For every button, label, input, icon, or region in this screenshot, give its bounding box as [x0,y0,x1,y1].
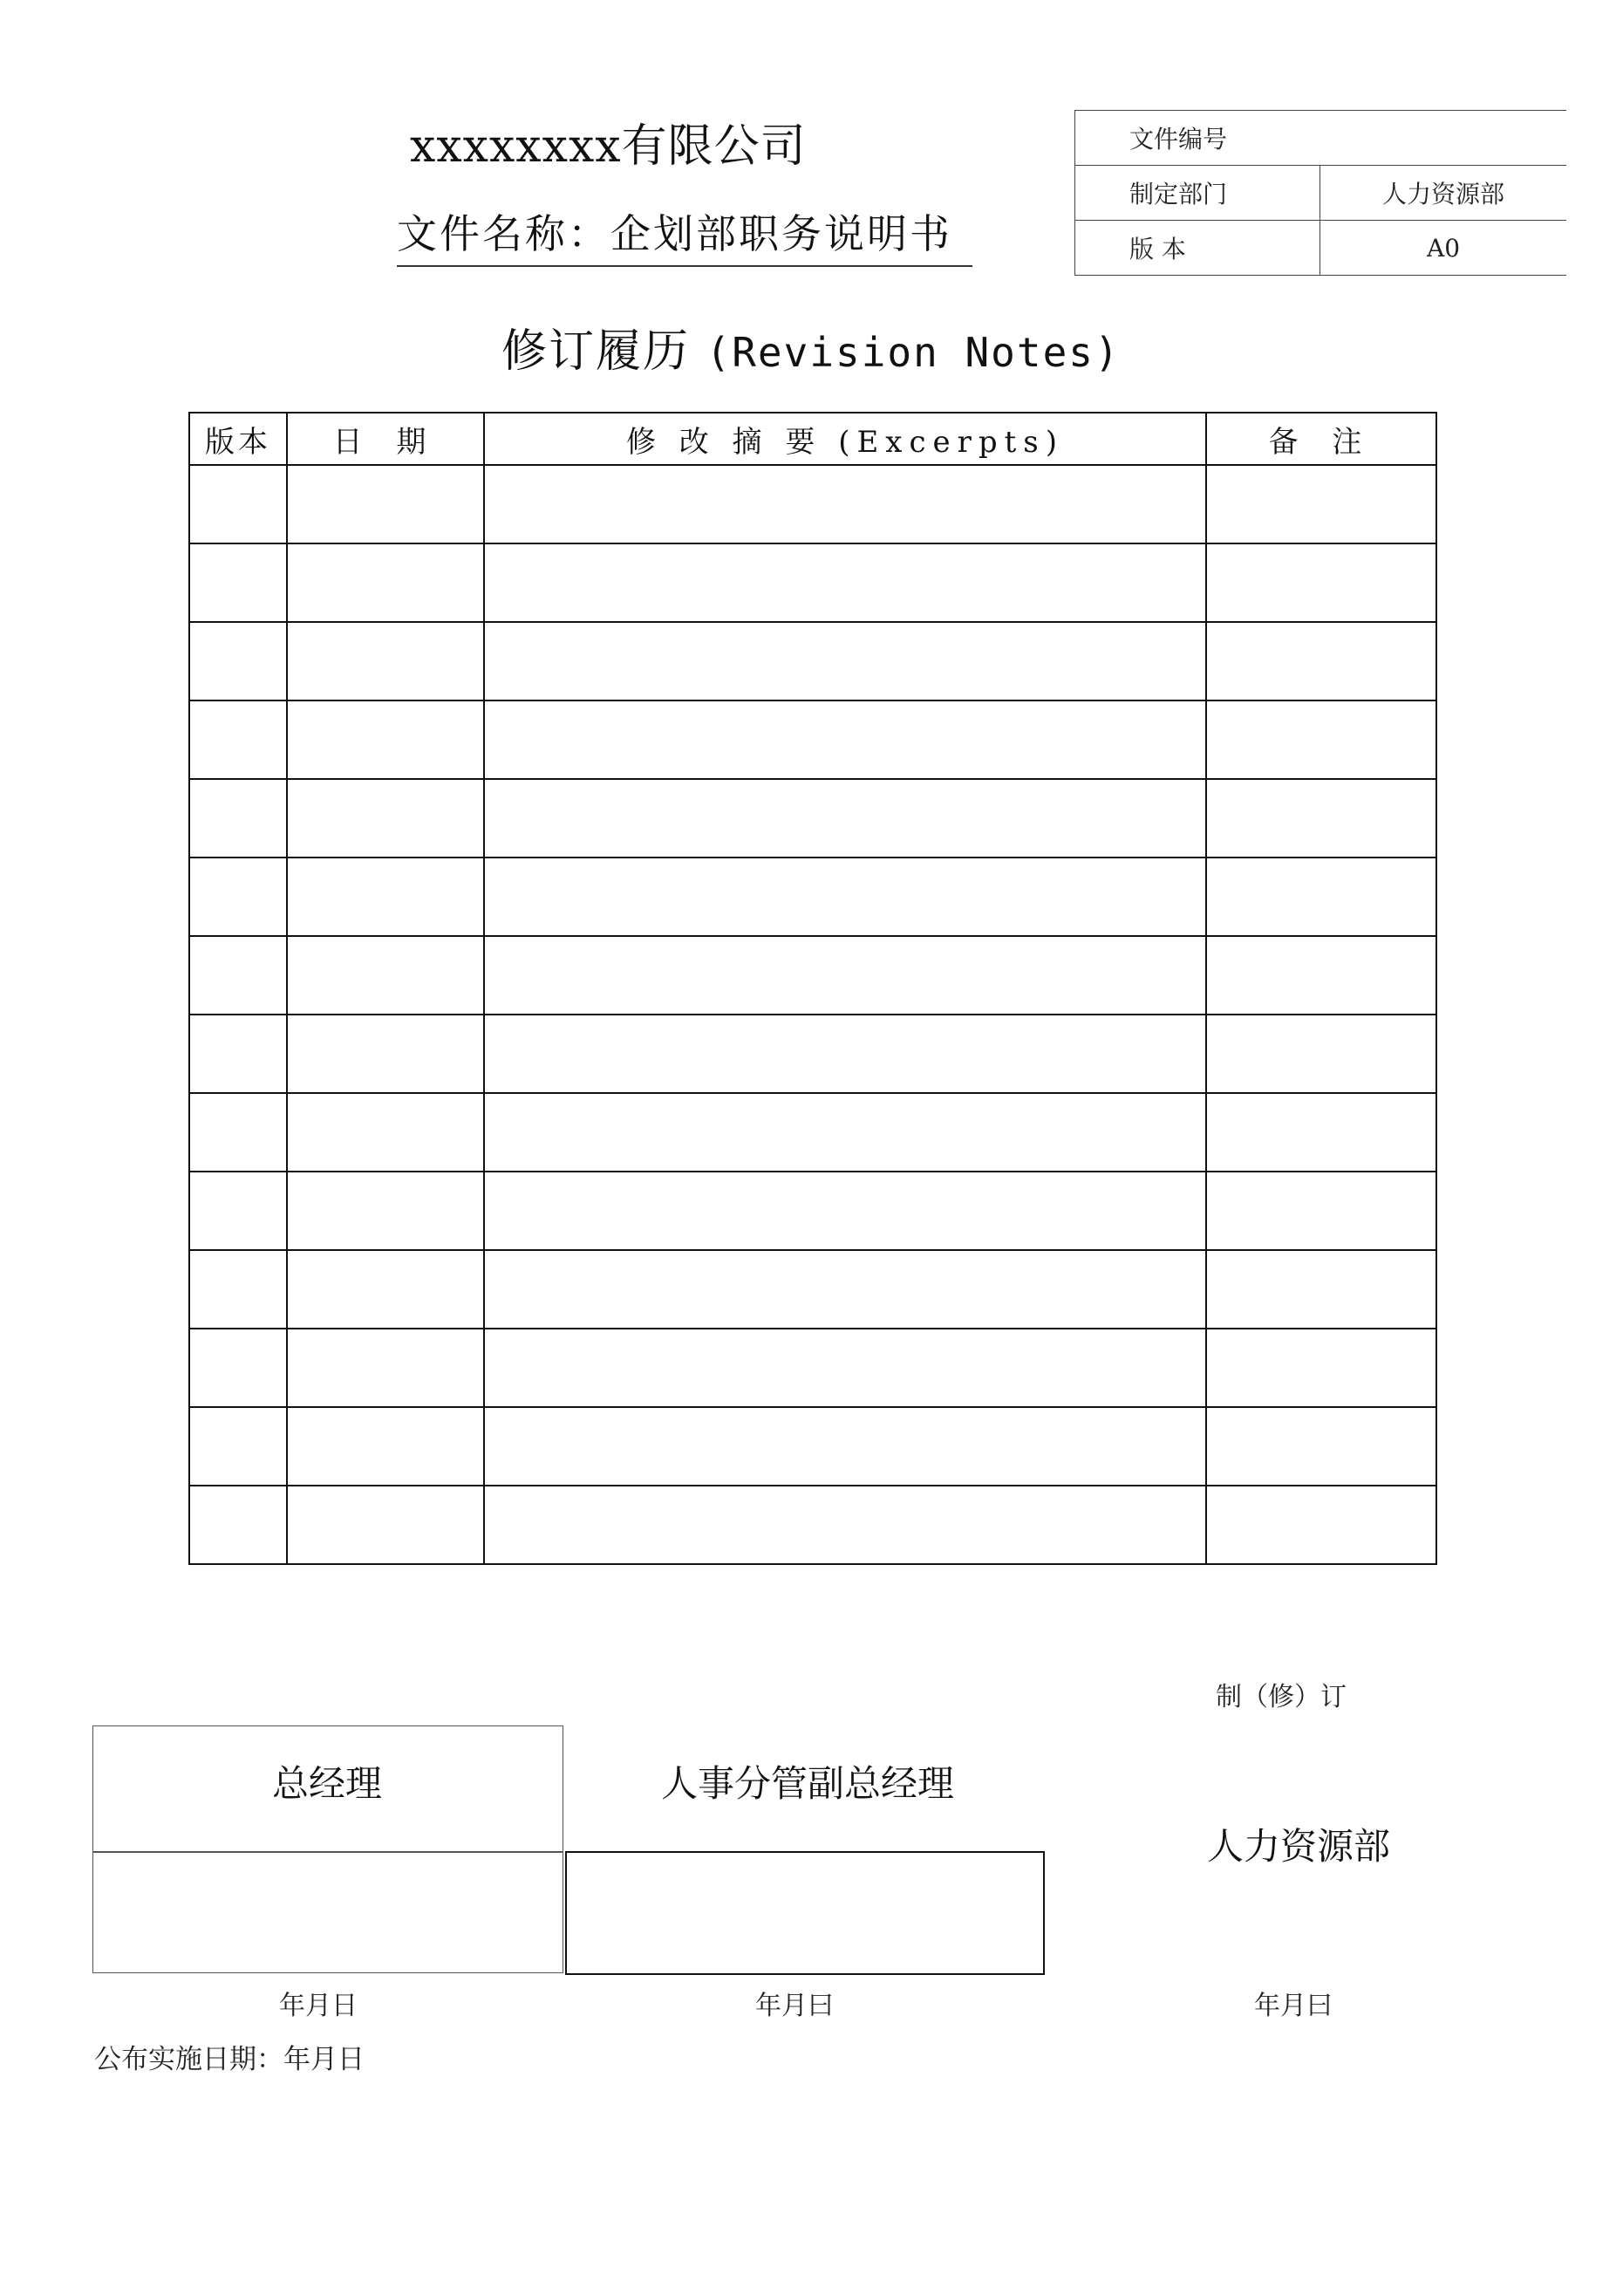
dept-value: 人力资源部 [1320,166,1567,221]
excerpt-cell[interactable] [484,1172,1206,1250]
excerpt-cell[interactable] [484,1486,1206,1564]
revision-row [189,1172,1436,1250]
remark-cell[interactable] [1206,1329,1436,1407]
date-cell[interactable] [287,1015,484,1093]
revision-row [189,1015,1436,1093]
version-cell[interactable] [189,1329,287,1407]
revision-row [189,858,1436,936]
revision-header-row [189,413,1436,465]
dept-label: 制定部门 [1075,166,1320,221]
remark-cell[interactable] [1206,1093,1436,1172]
version-cell[interactable] [189,1172,287,1250]
date-cell[interactable] [287,1407,484,1486]
date-cell[interactable] [287,858,484,936]
version-cell[interactable] [189,700,287,779]
col-version: 版本 [189,413,287,465]
document-info-table [1074,110,1566,276]
version-cell[interactable] [189,1015,287,1093]
date-cell[interactable] [287,622,484,700]
date-cell[interactable] [287,1329,484,1407]
doc-number-label: 文件编号 [1075,111,1567,166]
version-cell[interactable] [189,543,287,622]
col-excerpts: 修 改 摘 要 (Excerpts) [484,413,1206,465]
version-value: A0 [1320,221,1567,276]
publish-date: 公布实施日期：年月日 [94,2044,365,2075]
revision-table [188,412,1437,1565]
version-cell[interactable] [189,1407,287,1486]
date-cell[interactable] [287,936,484,1015]
date-cell[interactable] [287,779,484,858]
excerpt-cell[interactable] [484,1250,1206,1329]
excerpt-cell[interactable] [484,858,1206,936]
revision-row [189,1250,1436,1329]
excerpt-cell[interactable] [484,1015,1206,1093]
excerpt-cell[interactable] [484,1329,1206,1407]
date-cell[interactable] [287,465,484,543]
version-cell[interactable] [189,1093,287,1172]
revision-row [189,1093,1436,1172]
version-cell[interactable] [189,465,287,543]
version-label: 版 本 [1075,221,1320,276]
excerpt-cell[interactable] [484,700,1206,779]
remark-cell[interactable] [1206,700,1436,779]
remark-cell[interactable] [1206,1250,1436,1329]
version-cell[interactable] [189,1486,287,1564]
hr-vp-date: 年月曰 [755,1991,834,2021]
col-date: 日 期 [287,413,484,465]
revision-caption: 制（修）订 [1216,1682,1347,1712]
date-cell[interactable] [287,700,484,779]
revision-row [189,936,1436,1015]
gm-label: 总经理 [272,1762,383,1805]
version-cell[interactable] [189,779,287,858]
col-remarks: 备 注 [1206,413,1436,465]
revision-row [189,700,1436,779]
document-name: 文件名称：企划部职务说明书 [397,202,972,267]
excerpt-cell[interactable] [484,622,1206,700]
remark-cell[interactable] [1206,465,1436,543]
date-cell[interactable] [287,1486,484,1564]
excerpt-cell[interactable] [484,779,1206,858]
revision-title-cn: 修订履历 [501,325,691,378]
remark-cell[interactable] [1206,622,1436,700]
gm-signature-box[interactable] [92,1851,563,1973]
revision-row [189,622,1436,700]
revision-row [189,465,1436,543]
version-cell[interactable] [189,622,287,700]
revision-title-en: (Revision Notes) [706,329,1121,376]
remark-cell[interactable] [1206,1407,1436,1486]
remark-cell[interactable] [1206,1015,1436,1093]
revision-title [501,314,1121,379]
remark-cell[interactable] [1206,1486,1436,1564]
excerpt-cell[interactable] [484,1407,1206,1486]
remark-cell[interactable] [1206,936,1436,1015]
revision-row [189,543,1436,622]
gm-date: 年月日 [279,1991,358,2021]
remark-cell[interactable] [1206,858,1436,936]
version-cell[interactable] [189,1250,287,1329]
date-cell[interactable] [287,1093,484,1172]
hr-vp-signature-box[interactable] [565,1851,1045,1975]
excerpt-cell[interactable] [484,936,1206,1015]
excerpt-cell[interactable] [484,543,1206,622]
remark-cell[interactable] [1206,543,1436,622]
revision-row [189,779,1436,858]
hr-dept-date: 年月曰 [1254,1991,1333,2021]
excerpt-cell[interactable] [484,1093,1206,1172]
version-cell[interactable] [189,858,287,936]
version-cell[interactable] [189,936,287,1015]
date-cell[interactable] [287,1172,484,1250]
hr-dept-label: 人力资源部 [1207,1825,1391,1868]
revision-row [189,1329,1436,1407]
company-name: xxxxxxxx有限公司 [410,120,807,173]
revision-row [189,1486,1436,1564]
revision-row [189,1407,1436,1486]
remark-cell[interactable] [1206,1172,1436,1250]
excerpt-cell[interactable] [484,465,1206,543]
date-cell[interactable] [287,1250,484,1329]
hr-vp-label: 人事分管副总经理 [661,1762,955,1805]
remark-cell[interactable] [1206,779,1436,858]
date-cell[interactable] [287,543,484,622]
